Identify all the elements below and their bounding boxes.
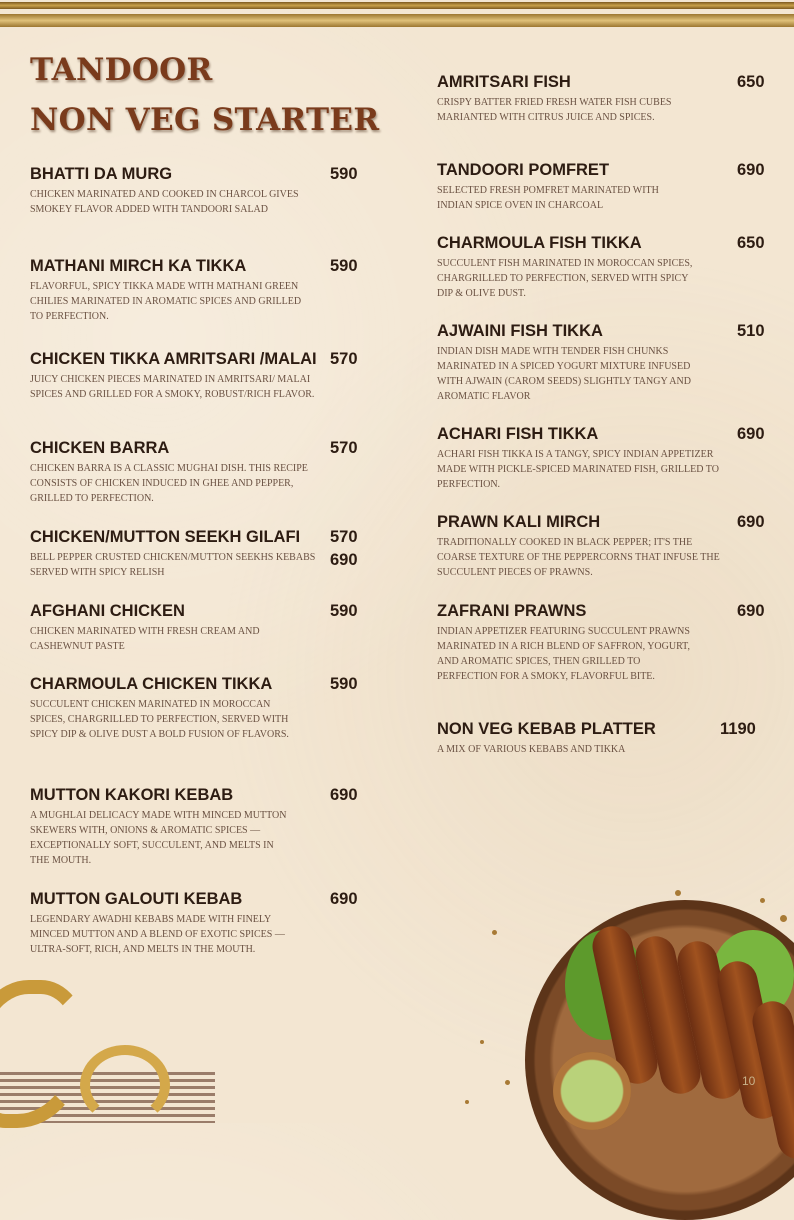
gold-scroll-ornament-small (80, 1045, 170, 1125)
item-description: LEGENDARY AWADHI KEBABS MADE WITH FINELY MINCED MUTTON AND A BLEND OF EXOTIC SPICES — ULTRA-SOFT, RICH, AND MELTS IN THE MOUTH. (30, 914, 285, 955)
item-name: CHICKEN/MUTTON SEEKH GILAFI (30, 528, 301, 546)
item-price: 690 (737, 513, 765, 531)
item-name: CHARMOULA CHICKEN TIKKA (30, 675, 273, 693)
item-price: 690 (737, 602, 765, 620)
item-price: 590 (330, 602, 358, 620)
item-price: 690 (737, 161, 765, 179)
item-price: 590 (330, 675, 358, 693)
item-price: 570 (330, 350, 358, 368)
item-description: ACHARI FISH TIKKA IS A TANGY, SPICY INDIAN APPETIZER MADE WITH PICKLE-SPICED MARINATED FISH, GRILLED TO PERFECTION. (437, 449, 719, 490)
item-price-mutton: 690 (330, 551, 358, 569)
item-description: A MUGHLAI DELICACY MADE WITH MINCED MUTTON SKEWERS WITH, ONIONS & AROMATIC SPICES — EXCEPTIONALLY SOFT, SUCCULENT, AND MELTS IN THE MOUTH. (30, 810, 287, 866)
item-name: BHATTI DA MURG (30, 165, 173, 183)
item-description: CHICKEN MARINATED WITH FRESH CREAM AND CASHEWNUT PASTE (30, 626, 260, 652)
item-description: BELL PEPPER CRUSTED CHICKEN/MUTTON SEEKHS KEBABS SERVED WITH SPICY RELISH (30, 552, 316, 578)
menu-title-line1: TANDOOR (30, 52, 213, 88)
item-description: JUICY CHICKEN PIECES MARINATED IN AMRITSARI/ MALAI SPICES AND GRILLED FOR A SMOKY, ROBUST/RICH FLAVOR. (30, 374, 315, 400)
item-name: MATHANI MIRCH KA TIKKA (30, 257, 247, 275)
spice-speck (780, 915, 787, 922)
item-name: CHICKEN BARRA (30, 439, 170, 457)
item-name: MUTTON GALOUTI KEBAB (30, 890, 243, 908)
item-name: ACHARI FISH TIKKA (437, 425, 599, 443)
page-number: 10 (742, 1074, 756, 1088)
item-price: 570 (330, 528, 358, 546)
item-price: 510 (737, 322, 765, 340)
item-description: SUCCULENT FISH MARINATED IN MOROCCAN SPICES, CHARGRILLED TO PERFECTION, SERVED WITH SPICY DIP & OLIVE DUST. (437, 258, 693, 299)
item-description: TRADITIONALLY COOKED IN BLACK PEPPER; IT'S THE COARSE TEXTURE OF THE PEPPERCORNS THAT INFUSE THE SUCCULENT PIECES OF PRAWNS. (437, 537, 720, 578)
item-name: AMRITSARI FISH (437, 73, 571, 91)
spice-speck (480, 1040, 484, 1044)
item-name: MUTTON KAKORI KEBAB (30, 786, 234, 804)
item-description: CHICKEN BARRA IS A CLASSIC MUGHAI DISH. THIS RECIPE CONSISTS OF CHICKEN INDUCED IN GHEE AND PEPPER, GRILLED TO PERFECTION. (30, 463, 308, 504)
item-name: CHICKEN TIKKA AMRITSARI /MALAI (30, 350, 317, 368)
spice-speck (492, 930, 497, 935)
item-description: CHICKEN MARINATED AND COOKED IN CHARCOL GIVES SMOKEY FLAVOR ADDED WITH TANDOORI SALAD (30, 189, 299, 215)
item-description: INDIAN DISH MADE WITH TENDER FISH CHUNKS MARINATED IN A SPICED YOGURT MIXTURE INFUSED WITH AJWAIN (CAROM SEEDS) SLIGHTLY TANGY AND AROMATIC FLAVOR (437, 346, 691, 402)
item-price: 590 (330, 165, 358, 183)
item-name: AJWAINI FISH TIKKA (437, 322, 603, 340)
item-price: 650 (737, 73, 765, 91)
item-name: NON VEG KEBAB PLATTER (437, 720, 656, 738)
mint-chutney-bowl (553, 1052, 631, 1130)
item-price: 570 (330, 439, 358, 457)
item-name: TANDOORI POMFRET (437, 161, 610, 179)
item-name: PRAWN KALI MIRCH (437, 513, 601, 531)
spice-speck (675, 890, 681, 896)
item-name: ZAFRANI PRAWNS (437, 602, 587, 620)
spice-speck (505, 1080, 510, 1085)
item-description: A MIX OF VARIOUS KEBABS AND TIKKA (437, 744, 626, 755)
item-price: 590 (330, 257, 358, 275)
item-price: 650 (737, 234, 765, 252)
item-name: AFGHANI CHICKEN (30, 602, 185, 620)
item-price: 690 (330, 786, 358, 804)
item-price: 690 (330, 890, 358, 908)
spice-speck (465, 1100, 469, 1104)
item-description: FLAVORFUL, SPICY TIKKA MADE WITH MATHANI GREEN CHILIES MARINATED IN AROMATIC SPICES AND GRILLED TO PERFECTION. (30, 281, 302, 322)
item-description: CRISPY BATTER FRIED FRESH WATER FISH CUBES MARIANTED WITH CITRUS JUICE AND SPICES. (437, 97, 672, 123)
item-name: CHARMOULA FISH TIKKA (437, 234, 642, 252)
item-description: INDIAN APPETIZER FEATURING SUCCULENT PRAWNS MARINATED IN A RICH BLEND OF SAFFRON, YOGURT, AND AROMATIC SPICES, THEN GRILLED TO PERFECTION FOR A SMOKY, FLAVORFUL BITE. (437, 626, 691, 682)
item-price: 1190 (720, 720, 756, 738)
top-gold-border (0, 0, 794, 30)
menu-title-line2: NON VEG STARTER (30, 102, 380, 138)
item-description: SELECTED FRESH POMFRET MARINATED WITH INDIAN SPICE OVEN IN CHARCOAL (437, 185, 659, 211)
item-description: SUCCULENT CHICKEN MARINATED IN MOROCCAN SPICES, CHARGRILLED TO PERFECTION, SERVED WITH SPICY DIP & OLIVE DUST A BOLD FUSION OF FLAVORS. (30, 699, 289, 740)
item-price: 690 (737, 425, 765, 443)
spice-speck (760, 898, 765, 903)
